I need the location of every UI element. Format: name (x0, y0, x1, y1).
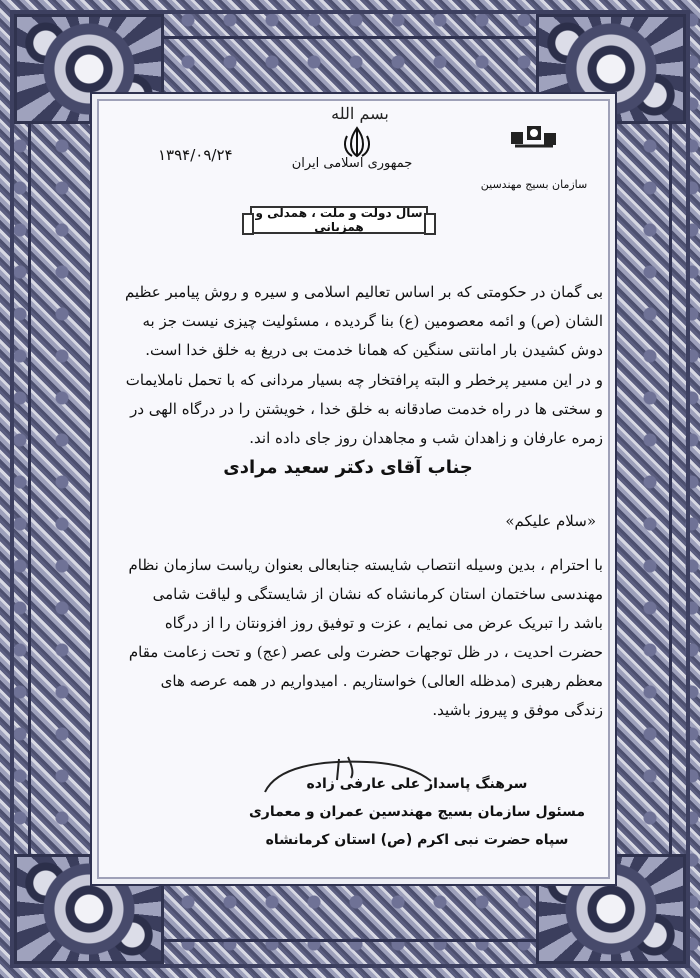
signer-name: سرهنگ پاسدار علی عارفی زاده (306, 776, 528, 792)
signer-position: مسئول سازمان بسیج مهندسین عمران و معماری (248, 804, 586, 820)
organization-logo-icon (507, 122, 561, 152)
body-paragraph-2: و در این مسیر پرخطر و البته پرافتخار چه بسیار مردانی که با تحمل ناملایمات و سختی ها در راه خدمت صادقانه به خلق خدا ، خویشتن را در درگاه الهی در زمره عارفان و زاهدان شب و مجاهدان روز جای داده اند. (125, 371, 603, 447)
signer-unit: سپاه حضرت نبی اکرم (ص) استان کرمانشاه (265, 832, 569, 848)
letter-date: ۱۳۹۴/۰۹/۲۴ (158, 146, 233, 164)
organization-name: سازمان بسیج مهندسین (480, 178, 588, 191)
body-paragraph-1: بی گمان در حکومتی که بر اساس تعالیم اسلامی و سیره و روش پیامبر عظیم الشان (ص) و ائمه معصومین (ع) بنا گردیده ، مسئولیت چیزی نیست جز به دوش کشیدن بار امانتی سنگین که همانا خدمت بی دریغ به خلق خدا است. (124, 283, 603, 359)
document-page (90, 92, 617, 886)
body-paragraph-3: با احترام ، بدین وسیله انتصاب شایسته جنابعالی بعنوان ریاست سازمان نظام مهندسی ساختمان استان کرمانشاه که نشان از شایستگی و لیاقت شامی باشد را تبریک عرض می نمایم ، عزت و توفیق روز افزونتان را از درگاه حضرت احدیت ، در ظل توجهات حضرت ولی عصر (عج) و تحت زعامت مقام معظم رهبری (مدظله العالی) خواستاریم . امیدواریم در همه عرصه های زندگی موفق و پیروز باشید. (128, 556, 603, 719)
recipient-name: جناب آقای دکتر سعید مرادی (223, 457, 473, 478)
iran-emblem-icon (339, 124, 375, 160)
salutation: «سلام علیکم» (505, 512, 596, 530)
bismillah-calligraphy: بسم الله (331, 104, 389, 123)
year-slogan: سال دولت و ملت ، همدلی و همزبانی (250, 206, 428, 234)
republic-title: جمهوری اسلامی ایران (291, 156, 413, 171)
signature-block (242, 770, 592, 854)
